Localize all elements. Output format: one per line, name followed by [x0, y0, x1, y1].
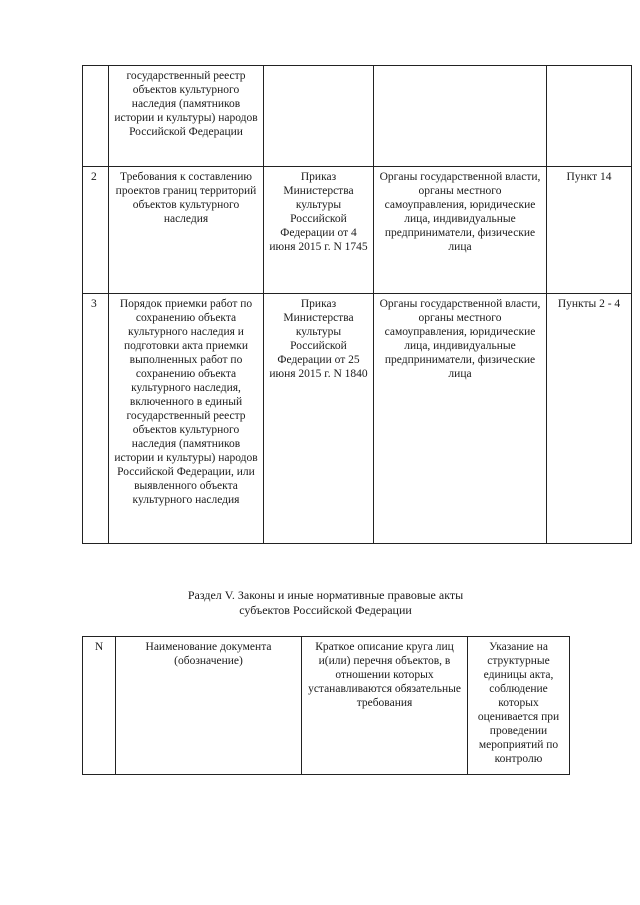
- header-document-name: Наименование документа (обозначение): [116, 637, 302, 775]
- document-reference-cell: Приказ Министерства культуры Российской Федерации от 4 июня 2015 г. N 1745: [264, 167, 374, 294]
- table-row: [83, 294, 632, 544]
- points-cell: Пункты 2 - 4: [547, 294, 632, 544]
- requirements-table-continued: [82, 65, 632, 544]
- document-name-cell: государственный реестр объектов культурного наследия (памятников истории и культуры) народов Российской Федерации: [109, 66, 264, 167]
- points-cell: [547, 66, 632, 167]
- subjects-cell: [374, 66, 547, 167]
- row-number: 2: [83, 167, 109, 294]
- regional-acts-table: [82, 636, 570, 775]
- table-row: [83, 66, 632, 167]
- table-header-row: [83, 637, 570, 775]
- header-structural-units: Указание на структурные единицы акта, соблюдение которых оценивается при проведении мероприятий по контролю: [468, 637, 570, 775]
- table-row: [83, 167, 632, 294]
- section-title-line1: Раздел V. Законы и иные нормативные правовые акты: [187, 588, 464, 602]
- document-name-cell: Требования к составлению проектов границ территорий объектов культурного наследия: [109, 167, 264, 294]
- document-reference-cell: [264, 66, 374, 167]
- points-cell: Пункт 14: [547, 167, 632, 294]
- row-number: 3: [83, 294, 109, 544]
- subjects-cell: Органы государственной власти, органы местного самоуправления, юридические лица, индивидуальные предприниматели, физические лица: [374, 167, 547, 294]
- section-title: [82, 588, 569, 618]
- section-title-line2: субъектов Российской Федерации: [239, 603, 412, 617]
- subjects-cell: Органы государственной власти, органы местного самоуправления, юридические лица, индивидуальные предприниматели, физические лица: [374, 294, 547, 544]
- row-number: [83, 66, 109, 167]
- header-number: N: [83, 637, 116, 775]
- document-reference-cell: Приказ Министерства культуры Российской Федерации от 25 июня 2015 г. N 1840: [264, 294, 374, 544]
- header-description: Краткое описание круга лиц и(или) перечня объектов, в отношении которых устанавливаются обязательные требования: [302, 637, 468, 775]
- document-name-cell: Порядок приемки работ по сохранению объекта культурного наследия и подготовки акта приемки выполненных работ по сохранению объекта культурного наследия, включенного в единый государственный реестр объектов культурного наследия (памятников истории и культуры) народов Российской Федерации, или выявленного объекта культурного наследия: [109, 294, 264, 544]
